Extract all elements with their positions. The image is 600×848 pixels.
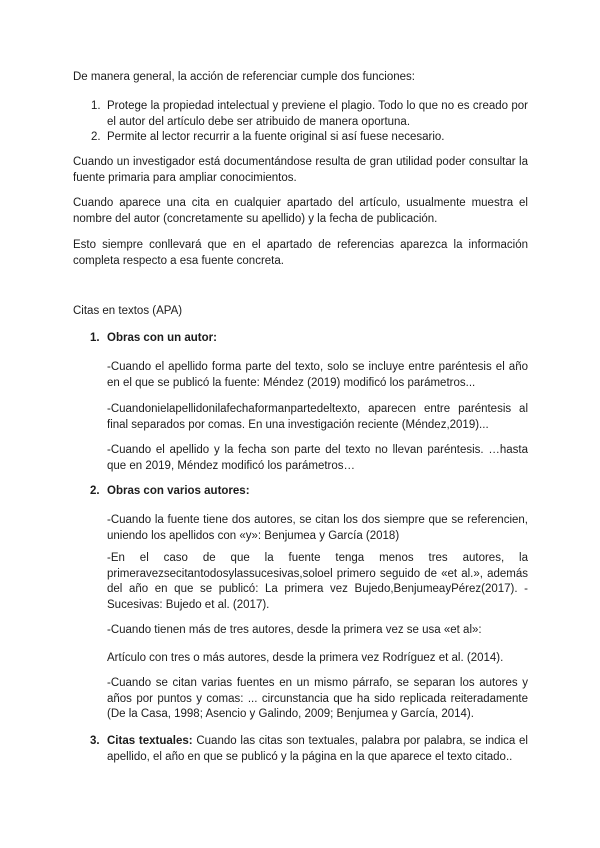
section-number: 1. bbox=[90, 332, 100, 344]
list-item bbox=[73, 99, 528, 130]
section-one-autor bbox=[90, 331, 528, 347]
section-varios-autores bbox=[90, 484, 528, 500]
list-item bbox=[73, 130, 528, 146]
functions-list bbox=[73, 99, 528, 146]
body-paragraph: -Cuando el apellido forma parte del texto, solo se incluye entre paréntesis el año en el que se publicó la fuente: Méndez (2019) modificó los parámetros... bbox=[107, 361, 528, 389]
body-paragraph: -Cuando el apellido y la fecha son parte del texto no llevan paréntesis. …hasta que en 2019, Méndez modificó los parámetros… bbox=[107, 444, 528, 472]
list-number: 2. bbox=[91, 131, 101, 143]
section-body bbox=[107, 734, 528, 765]
body-paragraph: Cuando aparece una cita en cualquier apartado del artículo, usualmente muestra el nombre del autor (concretamente su apellido) y la fecha de publicación. bbox=[73, 197, 528, 225]
body-paragraph: Esto siempre conllevará que en el apartado de referencias aparezca la información completa respecto a esa fuente concreta. bbox=[73, 239, 528, 267]
section-citas-textuales bbox=[90, 734, 528, 765]
section-title: Obras con varios autores: bbox=[107, 485, 250, 497]
list-item-text: Protege la propiedad intelectual y previene el plagio. Todo lo que no es creado por el autor del artículo debe ser atribuido de manera oportuna. bbox=[107, 100, 528, 128]
body-paragraph: -Cuando tienen más de tres autores, desde la primera vez se usa «et al»: bbox=[107, 624, 482, 636]
intro-paragraph: De manera general, la acción de referenciar cumple dos funciones: bbox=[73, 71, 415, 83]
section-text: Cuando las citas son textuales, palabra por palabra, se indica el apellido, el año en que se publicó y la página en la que aparece el texto citado.. bbox=[107, 735, 528, 763]
body-paragraph: -Cuando se citan varias fuentes en un mismo párrafo, se separan los autores y años por puntos y comas: ... circunstancia que ha sido replicada reiteradamente (De la Casa, 1998; Asencio y Galindo, 2009; Benjumea y García, 2014). bbox=[107, 677, 528, 720]
body-paragraph: Cuando un investigador está documentándose resulta de gran utilidad poder consultar la fuente primaria para ampliar conocimientos. bbox=[73, 156, 528, 184]
section-number: 3. bbox=[90, 735, 100, 747]
body-paragraph: -Cuando la fuente tiene dos autores, se citan los dos siempre que se referencien, uniendo los apellidos con «y»: Benjumea y García (2018) bbox=[107, 514, 528, 542]
body-paragraph: -En el caso de que la fuente tenga menos tres autores, la primeravezsecitantodosylassucesivas,soloel primero seguido de «et al.», además del año en que se publicó: La primera vez Bujedo,BenjumeayPérez(2017). - Sucesivas: Bujedo et al. (2017). bbox=[107, 552, 528, 611]
list-item-text: Permite al lector recurrir a la fuente original si así fuese necesario. bbox=[107, 131, 445, 143]
body-paragraph: Artículo con tres o más autores, desde la primera vez Rodríguez et al. (2014). bbox=[107, 652, 504, 664]
body-paragraph: -Cuandonielapellidonilafechaformanpartedeltexto, aparecen entre paréntesis al final separados por comas. En una investigación reciente (Méndez,2019)... bbox=[107, 403, 528, 431]
section-title: Citas textuales: bbox=[107, 735, 193, 747]
section-heading: Citas en textos (APA) bbox=[73, 305, 183, 317]
section-title: Obras con un autor: bbox=[107, 332, 217, 344]
list-number: 1. bbox=[91, 100, 101, 112]
section-number: 2. bbox=[90, 485, 100, 497]
